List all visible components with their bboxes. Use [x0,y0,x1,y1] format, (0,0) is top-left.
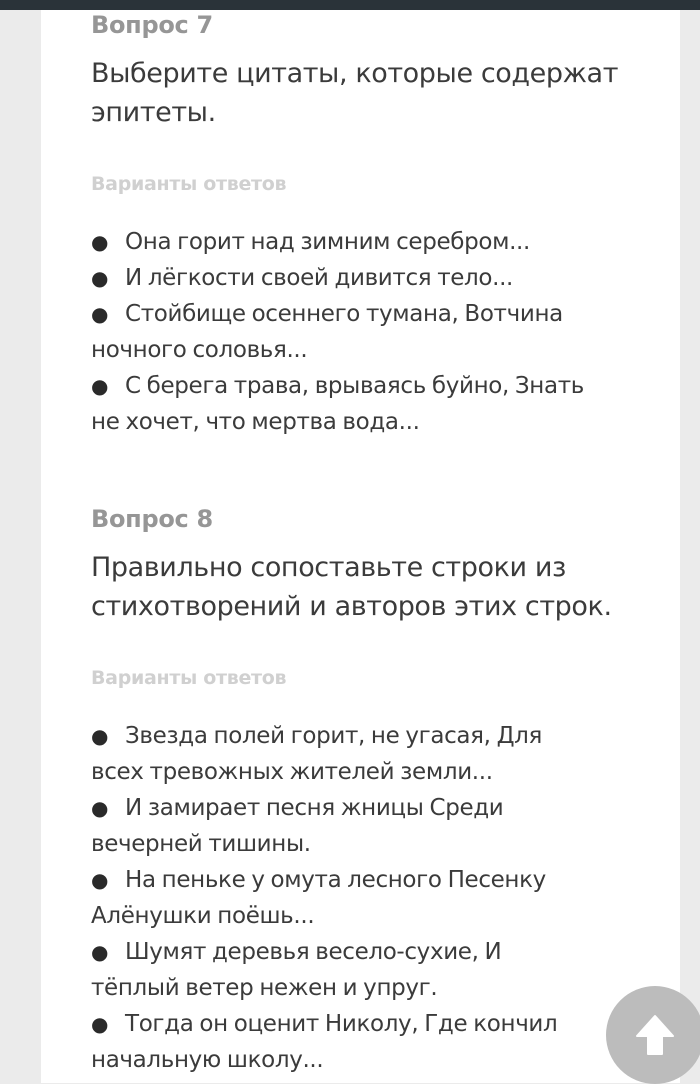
question-7 [91,10,651,440]
question-title: Вопрос 7 [91,11,213,39]
answer-item [91,862,591,934]
bullet-icon: ● [91,1012,109,1036]
question-text: Выберите цитаты, которые содержат эпитеты. [91,58,619,128]
top-bar [0,0,700,10]
answer-item [91,718,591,790]
answer-item [91,790,591,862]
question-8 [91,504,651,1078]
answer-text: И замирает песня жницы Среди вечерней тишины. [91,795,504,857]
question-title: Вопрос 8 [91,505,213,533]
answer-text: И лёгкости своей дивится тело... [125,265,513,291]
answer-item [91,368,591,440]
bullet-icon: ● [91,796,109,820]
answer-item [91,260,591,296]
bullet-icon: ● [91,302,109,326]
scroll-to-top-button[interactable] [606,986,700,1084]
bullet-icon: ● [91,868,109,892]
question-text: Правильно сопоставьте строки из стихотворений и авторов этих строк. [91,552,612,622]
bullet-icon: ● [91,374,109,398]
answer-item [91,224,591,260]
bullet-icon: ● [91,230,109,254]
answer-item [91,934,591,1006]
arrow-up-icon [635,1014,675,1056]
answer-text: С берега трава, врываясь буйно, Знать не хочет, что мертва вода... [91,373,584,435]
answer-text: Тогда он оценит Николу, Где кончил начальную школу... [91,1011,558,1073]
answer-item [91,296,591,368]
answer-text: Шумят деревья весело-сухие, И тёплый ветер нежен и упруг. [91,939,502,1001]
bullet-icon: ● [91,724,109,748]
answer-text: На пеньке у омута лесного Песенку Алёнушки поёшь... [91,867,546,929]
answer-text: Звезда полей горит, не угасая, Для всех тревожных жителей земли... [91,723,543,785]
bullet-icon: ● [91,940,109,964]
content-card [41,10,680,1083]
answer-text: Она горит над зимним серебром... [125,229,530,255]
answers-label: Варианты ответов [91,667,287,689]
answer-item [91,1006,591,1078]
answers-label: Варианты ответов [91,173,287,195]
answer-text: Стойбище осеннего тумана, Вотчина ночного соловья... [91,301,563,363]
answer-list [91,718,591,1078]
bullet-icon: ● [91,266,109,290]
answer-list [91,224,591,440]
